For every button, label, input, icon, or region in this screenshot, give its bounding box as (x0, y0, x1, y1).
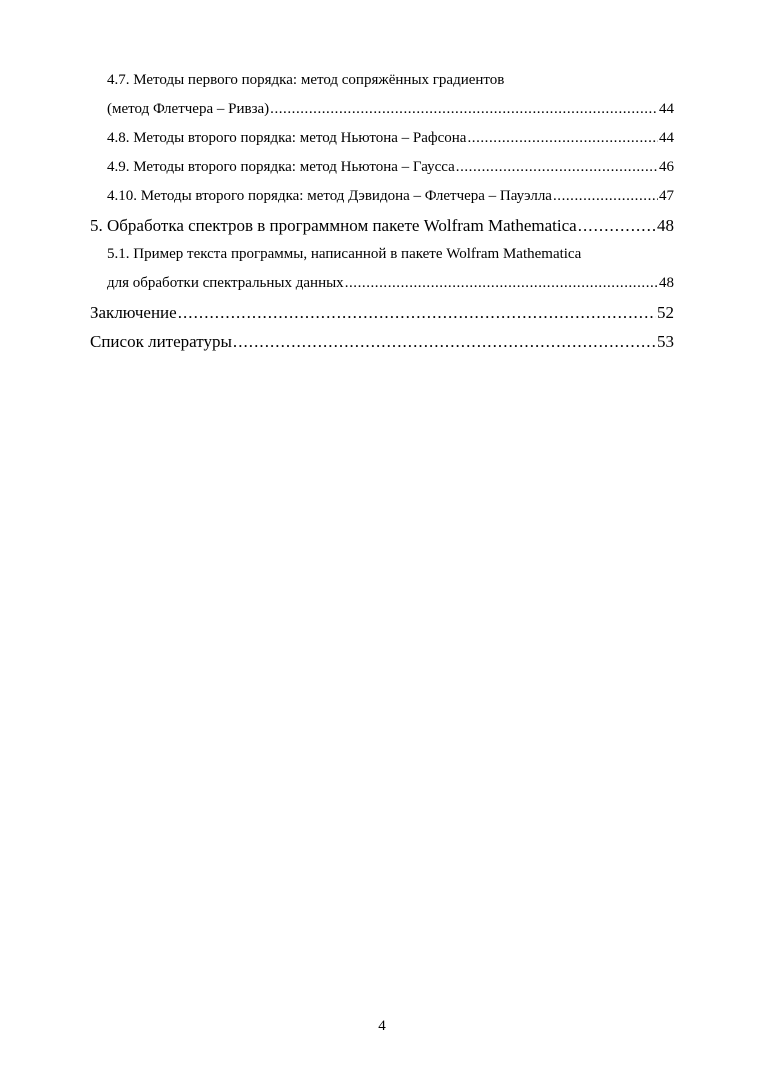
toc-entry-page: 44 (659, 130, 674, 146)
toc-entry-title: 4.8. Методы второго порядка: метод Ньютона – Рафсона (107, 130, 467, 146)
toc-entry-title-line1: 5.1. Пример текста программы, написанной в пакете Wolfram Mathematica (107, 246, 582, 262)
toc-entry-title: Список литературы (90, 332, 232, 351)
dot-leader (345, 269, 658, 298)
toc-entry-page: 52 (657, 303, 674, 322)
toc-entry-title: Заключение (90, 303, 177, 322)
toc-entry-page: 44 (659, 101, 674, 117)
table-of-contents (90, 66, 674, 356)
toc-entry-page: 48 (657, 216, 674, 235)
toc-entry-4-8[interactable] (90, 124, 674, 153)
dot-leader (578, 211, 656, 240)
dot-leader (467, 124, 658, 153)
toc-entry-title: 5. Обработка спектров в программном пакете Wolfram Mathematica (90, 216, 577, 235)
toc-entry-4-9[interactable] (90, 153, 674, 182)
toc-entry-5-1[interactable] (90, 240, 674, 298)
toc-entry-page: 53 (657, 332, 674, 351)
toc-entry-references[interactable] (90, 327, 674, 356)
toc-entry-title-line2: для обработки спектральных данных (107, 275, 344, 291)
dot-leader (456, 153, 658, 182)
toc-entry-title-line2: (метод Флетчера – Ривза) (107, 101, 270, 117)
toc-entry-page: 48 (659, 275, 674, 291)
toc-entry-title: 4.10. Методы второго порядка: метод Дэвидона – Флетчера – Пауэлла (107, 188, 552, 204)
toc-entry-page: 47 (659, 188, 674, 204)
page-number: 4 (378, 1018, 386, 1034)
toc-entry-page: 46 (659, 159, 674, 175)
toc-entry-5[interactable] (90, 211, 674, 240)
toc-entry-4-7[interactable] (90, 66, 674, 124)
dot-leader (178, 298, 656, 327)
dot-leader (233, 327, 656, 356)
dot-leader (553, 182, 658, 211)
toc-entry-4-10[interactable] (90, 182, 674, 211)
toc-entry-title: 4.9. Методы второго порядка: метод Ньютона – Гаусса (107, 159, 455, 175)
dot-leader (270, 95, 658, 124)
toc-entry-conclusion[interactable] (90, 298, 674, 327)
toc-entry-title-line1: 4.7. Методы первого порядка: метод сопряжённых градиентов (107, 72, 505, 88)
